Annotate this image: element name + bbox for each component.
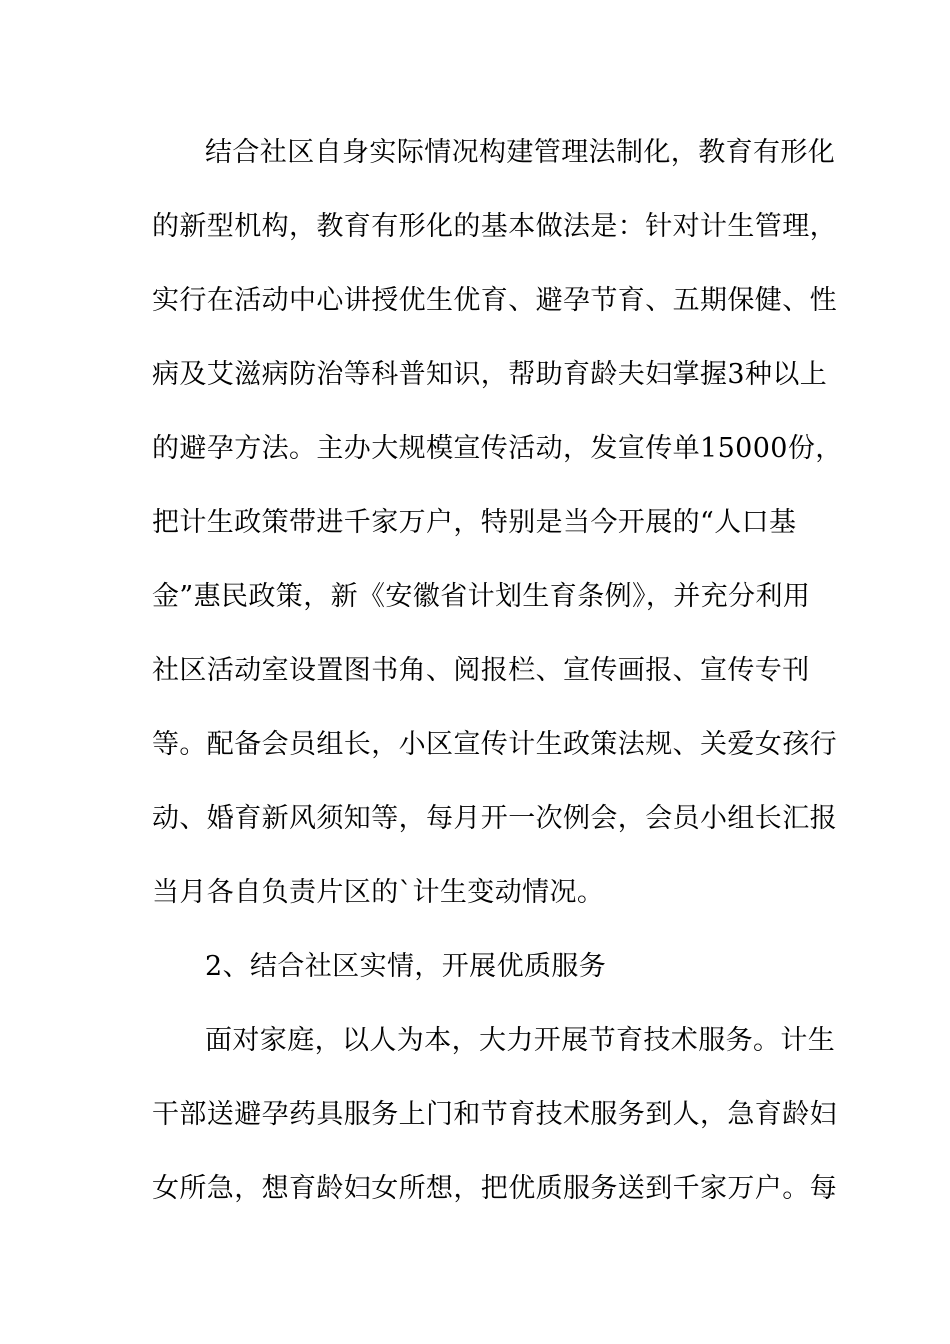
paragraph-1-line-8: 社区活动室设置图书角、阅报栏、宣传画报、宣传专刊	[152, 655, 810, 686]
paragraph-1-line-4: 病及艾滋病防治等科普知识，帮助育龄夫妇掌握3种以上	[152, 359, 828, 390]
paragraph-1-line-9: 等。配备会员组长，小区宣传计生政策法规、关爱女孩行	[152, 729, 837, 760]
paragraph-2-line-2: 干部送避孕药具服务上门和节育技术服务到人，急育龄妇	[152, 1099, 837, 1130]
paragraph-1-line-5: 的避孕方法。主办大规模宣传活动，发宣传单15000份，	[152, 433, 843, 464]
paragraph-2-line-1: 面对家庭，以人为本，大力开展节育技术服务。计生	[205, 1025, 836, 1056]
paragraph-1-line-11: 当月各自负责片区的`计生变动情况。	[152, 877, 605, 908]
paragraph-1-line-3: 实行在活动中心讲授优生优育、避孕节育、五期保健、性	[152, 285, 837, 316]
paragraph-1-line-1: 结合社区自身实际情况构建管理法制化，教育有形化	[205, 137, 836, 168]
paragraph-1-line-7: 金”惠民政策，新《安徽省计划生育条例》，并充分利用	[152, 581, 811, 612]
paragraph-1-line-6: 把计生政策带进千家万户，特别是当今开展的“人口基	[152, 507, 797, 538]
paragraph-2-line-3: 女所急，想育龄妇女所想，把优质服务送到千家万户。每	[152, 1173, 837, 1204]
paragraph-1-line-10: 动、婚育新风须知等，每月开一次例会，会员小组长汇报	[152, 803, 837, 834]
paragraph-1-line-2: 的新型机构，教育有形化的基本做法是：针对计生管理，	[152, 211, 837, 242]
section-heading: 2、结合社区实情，开展优质服务	[205, 951, 607, 982]
